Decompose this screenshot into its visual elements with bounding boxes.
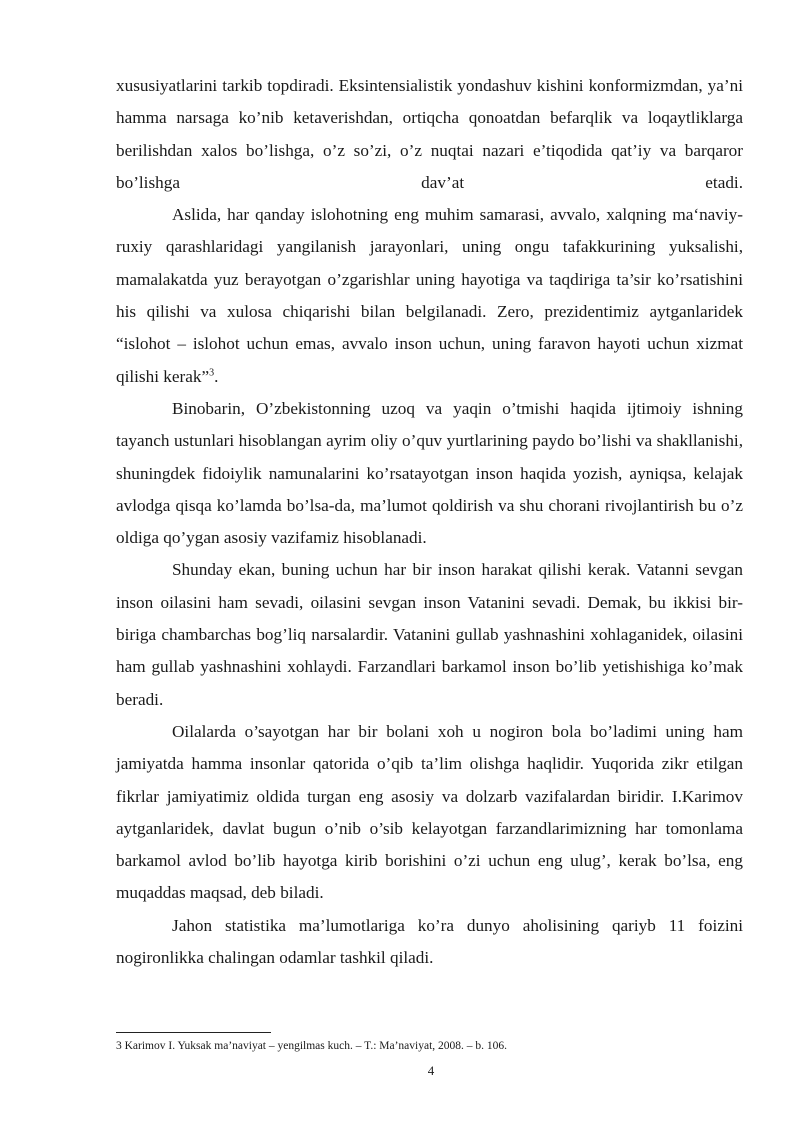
footnote: 3 Karimov I. Yuksak ma’naviyat – yengilmas kuch. – T.: Ma’naviyat, 2008. – b. 106.: [116, 1040, 508, 1052]
paragraph-reform-significance: [116, 199, 743, 393]
paragraph-uzbekistan-history: Binobarin, O’zbekistonning uzoq va yaqin o’tmishi haqida ijtimoiy ishning tayanch ustunlari hisoblangan ayrim oliy o’quv yurtlarining paydo bo’lishi va shakllanishi, shuningdek fidoiylik namunalarini ko’rsatayotgan inson haqida yozish, ayniqsa, kelajak avlodga qisqa ko’lamda bo’lsa-da, ma’lumot qoldirish va shu chorani rivojlantirish bu o’z oldiga qo’ygan asosiy vazifamiz hisoblanadi.: [116, 398, 743, 548]
paragraph-continuation: xususiyatlarini tarkib topdiradi. Eksintensialistik yondashuv kishini konformizmdan, ya’ni hamma narsaga ko’nib ketaverishdan, ortiqcha qonoatdan befarqlik va loqaytliklarga berilishdan xalos bo’lishga, o’z so’zi, o’z nuqtai nazari e’tiqodida qat’iy va barqaror bo’lishga dav’at etadi.: [116, 76, 743, 192]
paragraph-trailing: .: [214, 366, 219, 386]
footnote-separator: [116, 1032, 271, 1033]
footnote-reference[interactable]: 3: [209, 366, 215, 378]
page-number: 4: [427, 1063, 435, 1078]
paragraph-world-statistics: Jahon statistika ma’lumotlariga ko’ra dunyo aholisining qariyb 11 foizini nogironlikka chalingan odamlar tashkil qiladi.: [116, 915, 743, 968]
body-text: [116, 70, 743, 974]
paragraph-family-homeland: Shunday ekan, buning uchun har bir inson harakat qilishi kerak. Vatanni sevgan inson oilasini ham sevadi, oilasini sevgan inson Vatanini sevadi. Demak, bu ikkisi bir-biriga chambarchas bog’liq narsalardir. Vatanini gullab yashnashini xohlaganidek, oilasini ham gullab yashnashini xohlaydi. Farzandlari barkamol inson bo’lib yetishishiga ko’mak beradi.: [116, 560, 743, 709]
paragraph-disabled-children: Oilalarda o’sayotgan har bir bolani xoh u nogiron bola bo’ladimi uning ham jamiyatda hamma insonlar qatorida o’qib ta’lim olishga haqlidir. Yuqorida zikr etilgan fikrlar jamiyatimiz oldida turgan eng asosiy va dolzarb vazifalardan biridir. I.Karimov aytganlaridek, davlat bugun o’nib o’sib kelayotgan farzandlarimizning har tomonlama barkamol avlod bo’lib hayotga kirib borishini o’zi uchun eng ulug’, kerak bo’lsa, eng muqaddas maqsad, deb biladi.: [116, 721, 743, 903]
paragraph-text: Aslida, har qanday islohotning eng muhim samarasi, avvalo, xalqning maʻnaviy-ruxiy qarashlaridagi yangilanish jarayonlari, uning ongu tafakkurining yuksalishi, mamalakatda yuz berayotgan o’zgarishlar uning hayotiga va taqdiriga ta’sir ko’rsatishini his qilishi va xulosa chiqarishi bilan belgilanadi. Zero, prezidentimiz aytganlaridek “islohot – islohot uchun emas, avvalo inson uchun, uning faravon hayoti uchun xizmat qilishi kerak”: [116, 205, 743, 386]
